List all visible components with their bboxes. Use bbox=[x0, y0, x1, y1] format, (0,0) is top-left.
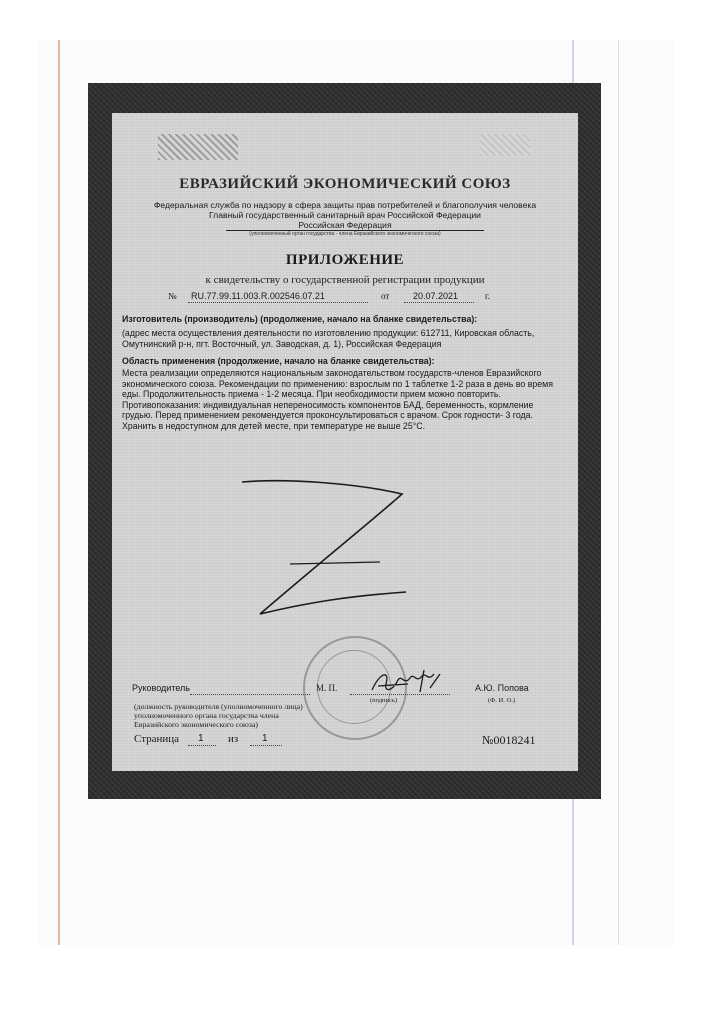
agency-caption: (уполномоченный орган государства - члена Евразийского экономического союза) bbox=[249, 231, 441, 237]
certificate-number: RU.77.99.11.003.R.002546.07.21 bbox=[191, 291, 325, 301]
scope-text: Места реализации определяются национальным законодательством государств-членов Евразийского экономического союза. Рекомендации по применению: взрослым по 1 таблетке 1-2 раза в день во время еды. Продолжительность приема - 1-2 месяца. При необходимости прием можно повторить. Противопоказания: индивидуальная непереносимость компонентов БАД, беременность, кормление грудью. Перед применением рекомендуется проконсультироваться с врачом. Срок годности- 3 года. Хранить в недоступном для детей месте, при температуре не выше 25°С. bbox=[122, 368, 553, 431]
agency-line: Российская Федерация bbox=[298, 220, 392, 230]
security-pattern bbox=[158, 134, 238, 160]
head-label: Руководитель bbox=[132, 683, 190, 693]
manufacturer-address: (адрес места осуществления деятельности по изготовлению продукции: 612711, Кировская область, Омутнинский р-н, пгт. Восточный, ул. Заводская, д. 1), Российская Федерация bbox=[122, 328, 535, 349]
manufacturer-heading: Изготовитель (производитель) (продолжение, начало на бланке свидетельства): bbox=[122, 314, 478, 324]
position-caption: (должность руководителя (уполномоченного лица) уполномоченного органа государства члена Евразийского экономического союза) bbox=[134, 702, 303, 729]
number-label: № bbox=[168, 291, 177, 301]
serial-number: №0018241 bbox=[482, 733, 536, 747]
signature-caption: (подпись) bbox=[370, 697, 397, 704]
year-suffix: г. bbox=[485, 291, 490, 301]
underline bbox=[188, 302, 368, 303]
from-label: от bbox=[381, 291, 390, 301]
underline bbox=[190, 694, 310, 695]
scope-heading: Область применения (продолжение, начало на бланке свидетельства): bbox=[122, 356, 435, 366]
appendix-title: ПРИЛОЖЕНИЕ bbox=[285, 252, 405, 268]
agency-line: Федеральная служба по надзору в сфера защиты прав потребителей и благополучия человека bbox=[153, 200, 537, 210]
z-strikeout-mark bbox=[230, 474, 410, 622]
scan-edge-line bbox=[618, 40, 619, 945]
security-pattern bbox=[480, 134, 530, 156]
manufacturer-section bbox=[122, 314, 566, 325]
page-number: 1 bbox=[198, 733, 204, 744]
appendix-subtitle: к свидетельству о государственной регистрации продукции bbox=[205, 274, 485, 286]
underline bbox=[188, 745, 216, 746]
underline bbox=[404, 302, 474, 303]
signatory-name: А.Ю. Попова bbox=[475, 683, 529, 693]
of-label: из bbox=[228, 733, 239, 745]
certificate-date: 20.07.2021 bbox=[413, 291, 459, 301]
mp-label: М. П. bbox=[316, 683, 338, 693]
scope-section bbox=[122, 356, 566, 367]
handwritten-signature bbox=[368, 668, 444, 698]
page-label: Страница bbox=[134, 733, 180, 745]
scan-edge-line bbox=[58, 40, 60, 945]
name-caption: (Ф. И. О.) bbox=[488, 697, 515, 704]
underline bbox=[250, 745, 282, 746]
agency-line: Главный государственный санитарный врач Российской Федерации bbox=[209, 210, 481, 220]
page-total: 1 bbox=[262, 733, 268, 744]
union-title: ЕВРАЗИЙСКИЙ ЭКОНОМИЧЕСКИЙ СОЮЗ bbox=[179, 176, 511, 192]
